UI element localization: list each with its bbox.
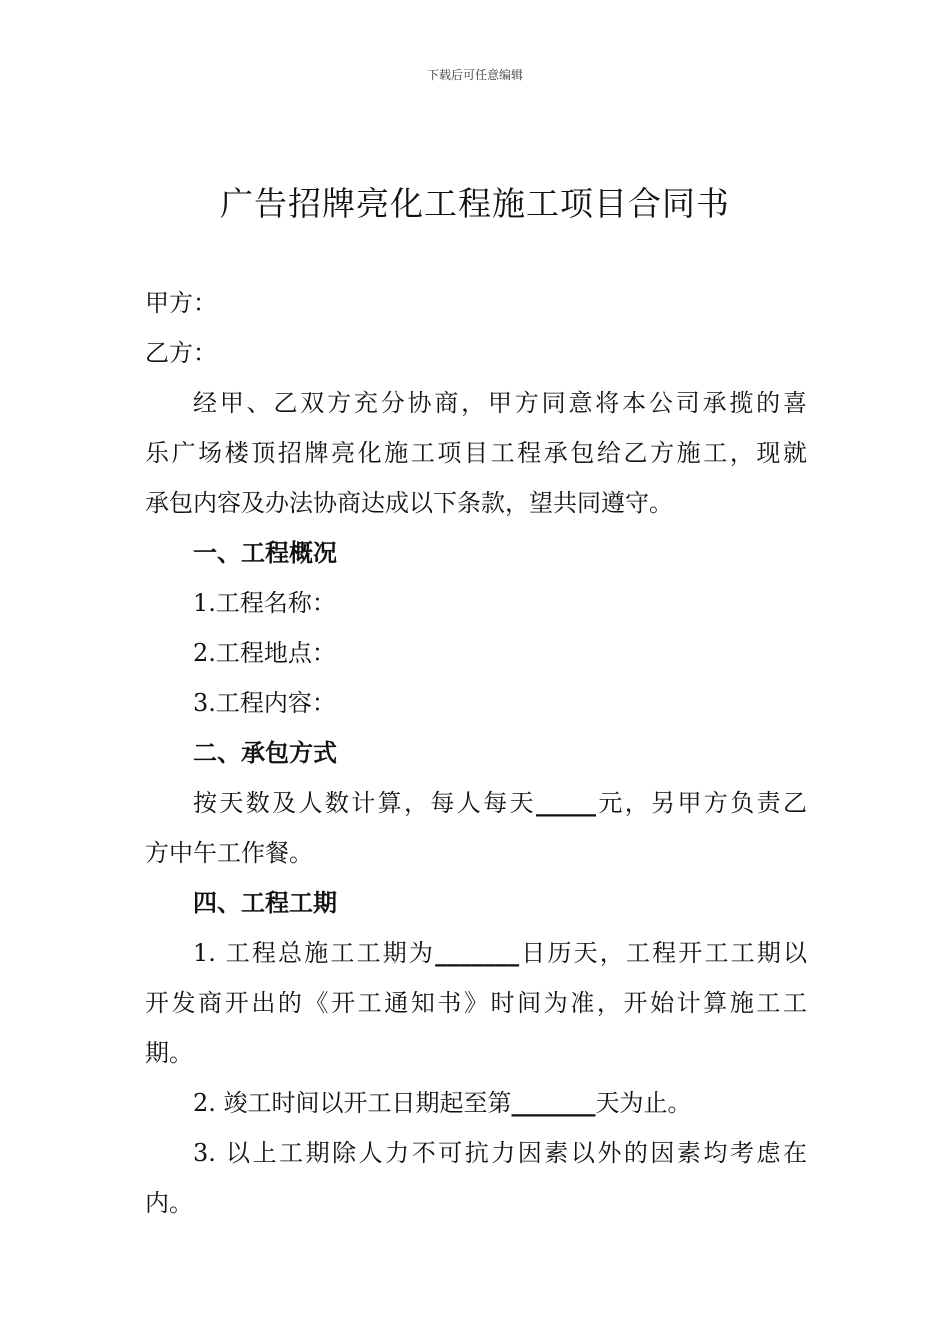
contract-method-line-1 (145, 778, 807, 828)
schedule-item-1-line-2: 开发商开出的《开工通知书》时间为准，开始计算施工工 (145, 989, 807, 1017)
schedule-item-2 (145, 1078, 807, 1128)
schedule-item-2-post: 天为止。 (595, 1089, 692, 1117)
party-a-label: 甲方： (145, 289, 217, 317)
intro-line-3: 承包内容及办法协商达成以下条款，望共同遵守。 (145, 489, 673, 517)
page-header-note: 下载后可任意编辑 (426, 68, 523, 82)
project-location-item: 2.工程地点： (193, 639, 336, 667)
contract-method-text-pre: 按天数及人数计算，每人每天 (193, 789, 536, 817)
contract-method-line-2: 方中午工作餐。 (145, 839, 313, 867)
document-title: 广告招牌亮化工程施工项目合同书 (220, 184, 730, 223)
intro-line-1: 经甲、乙双方充分协商，甲方同意将本公司承揽的喜 (193, 389, 807, 417)
document-body (145, 278, 807, 1228)
schedule-item-1-pre: 1. 工程总施工工期为 (193, 939, 436, 967)
daily-rate-blank: _____ (535, 788, 596, 817)
schedule-item-3-line-2: 内。 (145, 1189, 193, 1217)
project-content-item: 3.工程内容： (193, 689, 336, 717)
schedule-item-2-pre: 2. 竣工时间以开工日期起至第 (193, 1089, 512, 1117)
project-name-item: 1.工程名称： (193, 589, 336, 617)
schedule-item-1-line-1 (145, 928, 807, 978)
schedule-item-3-line-1: 3. 以上工期除人力不可抗力因素以外的因素均考虑在 (193, 1139, 807, 1167)
intro-line-2: 乐广场楼顶招牌亮化施工项目工程承包给乙方施工，现就 (145, 439, 807, 467)
contract-method-text-post: 元，另甲方负责乙 (595, 789, 808, 817)
section-4-heading: 四、工程工期 (193, 889, 337, 917)
completion-day-blank: _______ (511, 1088, 596, 1117)
schedule-item-1-line-3: 期。 (145, 1039, 193, 1067)
total-days-blank: _______ (435, 938, 520, 967)
section-2-heading: 二、承包方式 (193, 739, 337, 767)
section-1-heading: 一、工程概况 (193, 539, 337, 567)
schedule-item-1-post: 日历天，工程开工工期以 (519, 939, 808, 967)
party-b-label: 乙方： (145, 339, 217, 367)
